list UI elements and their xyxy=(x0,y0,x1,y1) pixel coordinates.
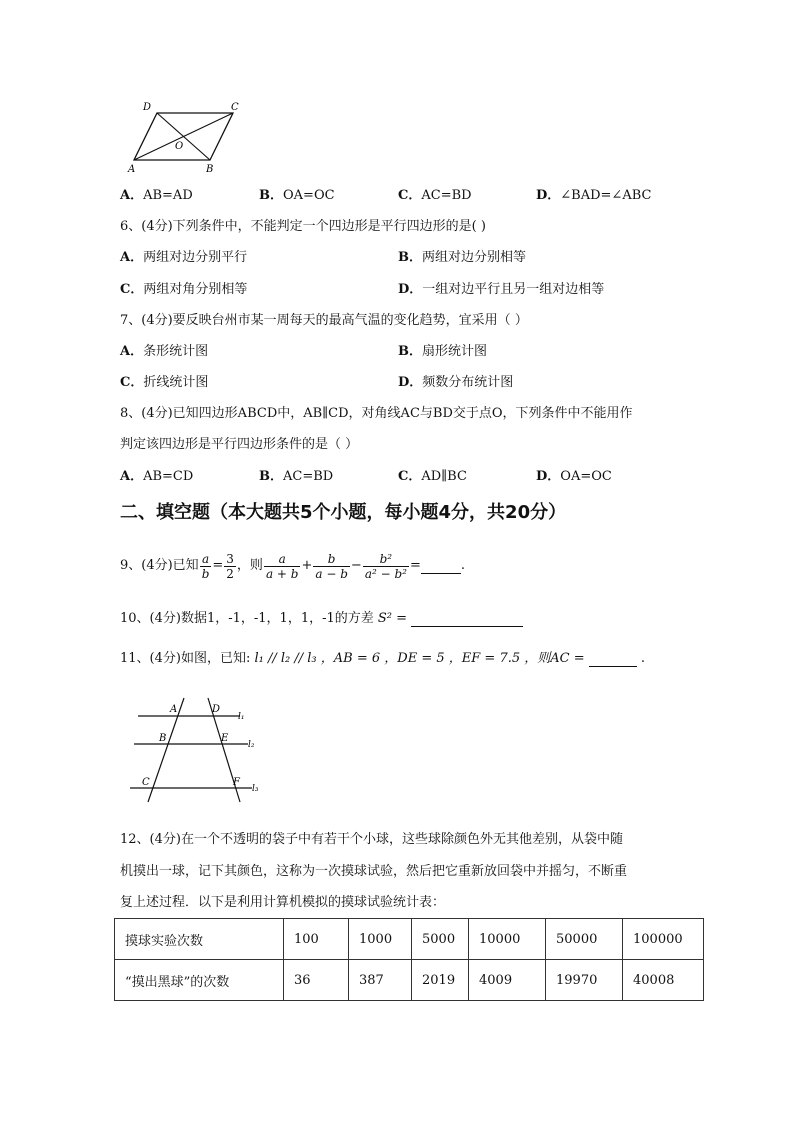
point-label-a2: A xyxy=(170,704,178,715)
table-cell: 19970 xyxy=(546,960,623,1001)
point-label-c: C xyxy=(231,102,239,113)
q9-fraction-1: $\frac{a}{a + b}$ xyxy=(265,551,299,581)
point-label-f2: F xyxy=(233,777,240,788)
q12-line3: 复上述过程．以下是利用计算机模拟的摸球试验统计表： xyxy=(120,895,446,910)
q9-answer-blank[interactable] xyxy=(421,559,461,574)
table-cell: 36 xyxy=(284,960,349,1001)
q8-option-b: B．AC=BD xyxy=(259,469,334,484)
q5-option-a: A．AB=AD xyxy=(120,188,193,203)
line-label-l1: l₁ xyxy=(238,712,245,722)
q9-fraction-2: $\frac{b}{a - b}$ xyxy=(315,551,348,581)
experiment-table xyxy=(114,918,704,1001)
q6-option-a: A．两组对边分别平行 xyxy=(120,250,248,265)
q8-option-d: D．OA=OC xyxy=(536,469,612,484)
q6-option-d: D．一组对边平行且另一组对边相等 xyxy=(398,282,605,297)
point-label-b: B xyxy=(206,164,214,175)
table-cell: 2019 xyxy=(412,960,469,1001)
q6-option-b: B．两组对边分别相等 xyxy=(398,250,527,265)
q9-fraction-a-over-b: $\frac{a}{b}$ xyxy=(201,551,210,581)
q5-option-b: B．OA=OC xyxy=(259,188,335,203)
parallel-lines-figure xyxy=(128,694,268,804)
table-cell: 100000 xyxy=(623,919,704,960)
table-cell: 40008 xyxy=(623,960,704,1001)
q7-option-b: B．扇形统计图 xyxy=(398,344,488,359)
q8-stem-line2: 判定该四边形是平行四边形条件的是（ ） xyxy=(120,437,359,452)
table-row-header: “摸出黑球”的次数 xyxy=(115,960,284,1001)
parallelogram-figure xyxy=(126,98,246,176)
q8-stem-line1: 8、(4分)已知四边形ABCD中，AB∥CD，对角线AC与BD交于点O，下列条件中不能用作 xyxy=(120,406,633,421)
table-row xyxy=(115,960,704,1001)
q8-option-c: C．AD∥BC xyxy=(398,469,467,484)
q11: 11、(4分)如图，已知: l₁ // l₂ // l₃ ，AB = 6 ，DE = 5 ，EF = 7.5 ，则AC = . xyxy=(120,651,646,666)
q7-option-d: D．频数分布统计图 xyxy=(398,375,514,390)
q9-fraction-3: $\frac{\text{b²}}{\text{a² − b²}}$ xyxy=(364,551,407,581)
q7-stem: 7、(4分)要反映台州市某一周每天的最高气温的变化趋势，宜采用（ ） xyxy=(120,313,528,328)
point-label-a: A xyxy=(128,164,136,175)
table-row-header: 摸球实验次数 xyxy=(115,919,284,960)
section-heading-fill-in: 二、填空题（本大题共5个小题，每小题4分，共20分） xyxy=(120,502,567,523)
q9-fraction-3-over-2: $\frac{3}{2}$ xyxy=(226,551,234,581)
table-cell: 50000 xyxy=(546,919,623,960)
q5-option-c: C．AC=BD xyxy=(398,188,472,203)
q10-answer-blank[interactable] xyxy=(411,612,523,627)
q11-answer-blank[interactable] xyxy=(589,652,637,667)
table-cell: 1000 xyxy=(349,919,412,960)
point-label-d: D xyxy=(143,102,152,113)
point-label-b2: B xyxy=(159,733,167,744)
table-row xyxy=(115,919,704,960)
table-cell: 4009 xyxy=(469,960,546,1001)
q12-line2: 机摸出一球，记下其颜色，这称为一次摸球试验，然后把它重新放回袋中并摇匀，不断重 xyxy=(120,864,628,879)
table-cell: 387 xyxy=(349,960,412,1001)
point-label-o: O xyxy=(175,141,184,152)
line-label-l2: l₂ xyxy=(248,740,255,750)
table-cell: 100 xyxy=(284,919,349,960)
q5-option-d: D．∠BAD=∠ABC xyxy=(536,188,652,203)
q6-stem: 6、(4分)下列条件中，不能判定一个四边形是平行四边形的是( ) xyxy=(120,219,486,234)
table-cell: 5000 xyxy=(412,919,469,960)
point-label-c2: C xyxy=(142,777,150,788)
q10: 10、(4分)数据1，-1，-1，1，1，-1的方差 S² = xyxy=(120,611,523,627)
q7-option-c: C．折线统计图 xyxy=(120,375,209,390)
point-label-d2: D xyxy=(212,704,221,715)
q9: 9、(4分)已知 $\frac{a}{b}$ = $\frac{3}{2}$ ，则 $\frac{a}{a + b}$ + $\frac{b}{a - b}$ − $\frac{\text{b²}}{\text{a² − b²}}$ = . xyxy=(120,551,465,581)
q6-option-c: C．两组对角分别相等 xyxy=(120,282,248,297)
table-cell: 10000 xyxy=(469,919,546,960)
line-label-l3: l₃ xyxy=(252,784,259,794)
point-label-e2: E xyxy=(221,733,229,744)
q7-option-a: A．条形统计图 xyxy=(120,344,209,359)
q8-option-a: A．AB=CD xyxy=(120,469,194,484)
q12-line1: 12、(4分)在一个不透明的袋子中有若干个小球，这些球除颜色外无其他差别，从袋中随 xyxy=(120,832,623,847)
